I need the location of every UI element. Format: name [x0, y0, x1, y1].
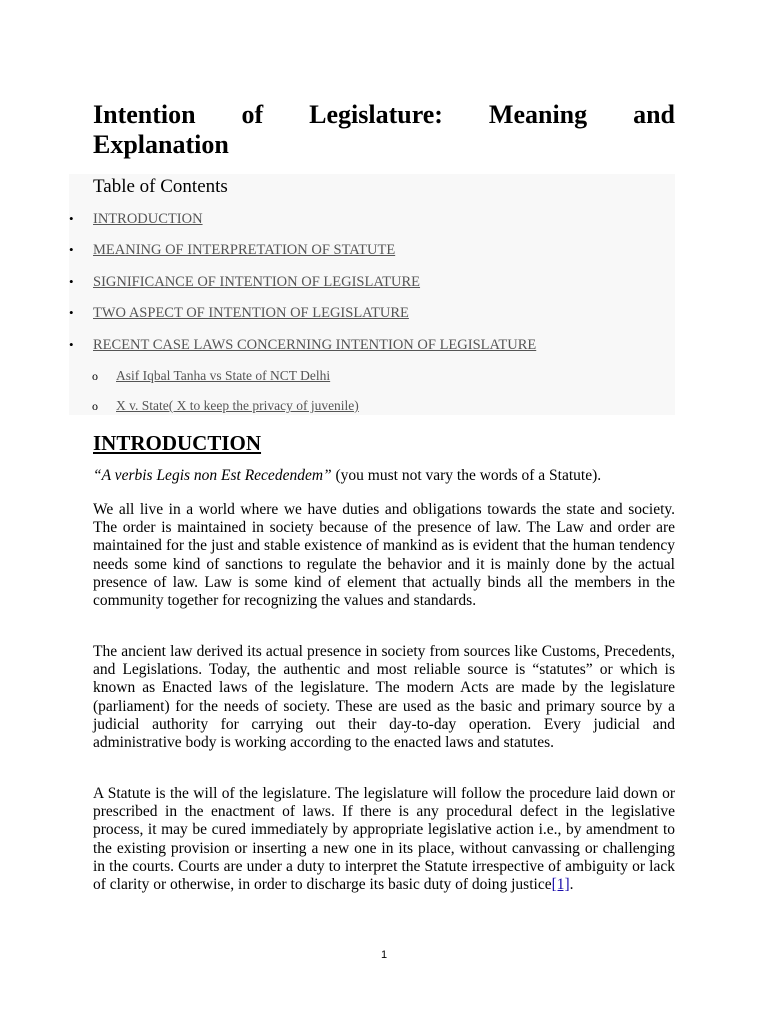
page-number: 1	[380, 949, 388, 961]
toc-link-meaning-of-interpretation[interactable]: • MEANING OF INTERPRETATION OF STATUTE	[93, 241, 395, 259]
title-line-2: Explanation	[93, 130, 229, 159]
toc-sublink-x-v-state[interactable]: o X v. State( X to keep the privacy of juvenile)	[116, 397, 359, 415]
maxim-italic: “A verbis Legis non Est Recedendem”	[93, 467, 332, 484]
latin-maxim	[93, 467, 675, 485]
intro-paragraph-2: The ancient law derived its actual presence in society from sources like Customs, Precedents, and Legislations. Today, the authentic and most reliable source is “statutes” or which is known as Enacted laws of the legislature. The modern Acts are made by the legislature (parliament) for the needs of society. These are used as the basic and primary source by a judicial authority for carrying out their day-to-day operation. Every judicial and administrative body is working according to the enacted laws and statutes.	[93, 643, 675, 752]
toc-link-recent-case-laws[interactable]: • RECENT CASE LAWS CONCERNING INTENTION OF LEGISLATURE	[93, 336, 536, 354]
toc-link-two-aspect[interactable]: • TWO ASPECT OF INTENTION OF LEGISLATURE	[93, 304, 409, 322]
introduction-heading: INTRODUCTION	[93, 431, 262, 455]
toc-link-significance[interactable]: • SIGNIFICANCE OF INTENTION OF LEGISLATURE	[93, 273, 420, 291]
maxim-translation: (you must not vary the words of a Statute).	[331, 467, 602, 484]
intro-paragraph-1: We all live in a world where we have duties and obligations towards the state and society. The order is maintained in society because of the presence of law. The Law and order are maintained for the just and stable existence of mankind as is evident that the human tendency needs some kind of sanctions to regulate the behavior and it is mainly done by the actual presence of law. Law is some kind of element that actually binds all the members in the community together for recognizing the values and standards.	[93, 501, 675, 610]
title-word: Meaning	[488, 100, 588, 129]
paragraph-3-end: .	[569, 876, 574, 894]
toc-sublink-asif-iqbal-tanha[interactable]: o Asif Iqbal Tanha vs State of NCT Delhi	[116, 367, 330, 385]
intro-paragraph-3	[93, 785, 675, 894]
title-line-1	[93, 100, 675, 130]
toc-heading: Table of Contents	[93, 176, 228, 197]
document-title	[93, 100, 675, 160]
footnote-link-1[interactable]: [1]	[551, 876, 570, 894]
title-word: Intention	[93, 100, 196, 129]
title-word: of	[241, 100, 264, 129]
toc-link-introduction[interactable]: • INTRODUCTION	[93, 210, 203, 228]
paragraph-3-text: A Statute is the will of the legislature. The legislature will follow the procedure laid down or prescribed in the enactment of laws. If there is any procedural defect in the legislative process, it may be cured immediately by appropriate legislative action i.e., by amendment to the existing provision or inserting a new one in its place, without canvassing or challenging in the courts. Courts are under a duty to interpret the Statute irrespective of ambiguity or lack of clarity or otherwise, in order to discharge its basic duty of doing justice	[93, 785, 675, 894]
title-word: Legislature:	[309, 100, 443, 129]
title-word: and	[633, 100, 675, 129]
table-of-contents	[69, 174, 675, 415]
